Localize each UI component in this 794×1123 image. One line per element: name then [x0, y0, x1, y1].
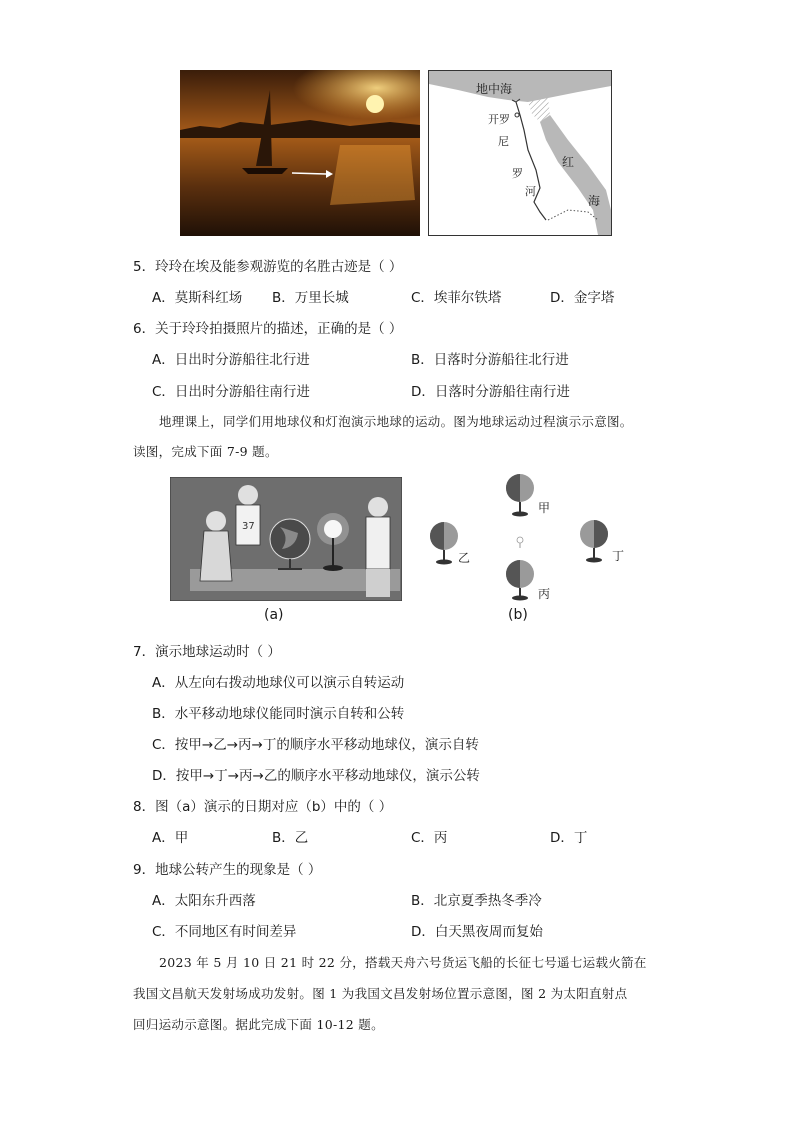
label-nile-3: 河	[525, 185, 536, 198]
q8-option-b: B．乙	[272, 830, 309, 846]
q7-option-d: D．按甲→丁→丙→乙的顺序水平移动地球仪，演示公转	[152, 768, 480, 784]
label-jia: 甲	[538, 501, 551, 515]
question-8-stem: 8．图（a）演示的日期对应（b）中的（ ）	[133, 799, 393, 815]
q9-option-c: C．不同地区有时间差异	[152, 924, 297, 940]
intro-1-line-1: 地理课上，同学们用地球仪和灯泡演示地球的运动。图为地球运动过程演示示意图。	[159, 414, 633, 429]
label-bing: 丙	[538, 587, 551, 601]
q5-option-a: A．莫斯科红场	[152, 290, 243, 306]
intro-1-line-2: 读图，完成下面 7-9 题。	[133, 444, 278, 459]
q6-option-b: B．日落时分游船往北行进	[411, 352, 569, 368]
question-6-stem: 6．关于玲玲拍摄照片的描述，正确的是（ ）	[133, 321, 403, 337]
cairo-dot	[515, 113, 519, 117]
globe-ding-icon	[580, 520, 608, 563]
globe-bing-icon	[506, 560, 534, 601]
q8-option-a: A．甲	[152, 830, 189, 846]
q6-option-d: D．日落时分游船往南行进	[411, 384, 570, 400]
q5-option-b: B．万里长城	[272, 290, 349, 306]
classroom-illustration	[170, 477, 402, 601]
label-ding: 丁	[612, 549, 625, 563]
label-red-sea-1: 红	[562, 155, 575, 169]
label-cairo: 开罗	[488, 113, 510, 126]
caption-b: (b)	[508, 607, 528, 623]
label-red-sea-2: 海	[588, 194, 601, 208]
lamp-center-icon	[517, 537, 523, 548]
q8-option-d: D．丁	[550, 830, 588, 846]
globe-jia-icon	[506, 474, 534, 517]
q5-option-d: D．金字塔	[550, 290, 615, 306]
label-nile-2: 罗	[512, 167, 523, 180]
sunset-photo-graphic	[180, 70, 420, 236]
question-7-stem: 7．演示地球运动时（ ）	[133, 644, 281, 660]
label-nile-1: 尼	[498, 135, 509, 148]
svg-text:37: 37	[242, 521, 255, 532]
question-5-stem: 5．玲玲在埃及能参观游览的名胜古迹是（ ）	[133, 259, 403, 275]
sun-icon	[366, 95, 384, 113]
intro-2-line-1: 2023 年 5 月 10 日 21 时 22 分，搭载天舟六号货运飞船的长征七号遥七运载火箭在	[159, 955, 647, 970]
q6-option-c: C．日出时分游船往南行进	[152, 384, 310, 400]
q6-option-a: A．日出时分游船往北行进	[152, 352, 310, 368]
q7-option-b: B．水平移动地球仪能同时演示自转和公转	[152, 706, 405, 722]
question-9-stem: 9．地球公转产生的现象是（ ）	[133, 862, 322, 878]
classroom-graphic	[170, 477, 402, 601]
q7-option-c: C．按甲→乙→丙→丁的顺序水平移动地球仪，演示自转	[152, 737, 479, 753]
q9-option-d: D．白天黑夜周而复始	[411, 924, 543, 940]
globe-yi-icon	[430, 522, 458, 565]
q5-option-c: C．埃菲尔铁塔	[411, 290, 502, 306]
q8-option-c: C．丙	[411, 830, 448, 846]
globe-positions-diagram	[424, 470, 634, 610]
globe-positions-graphic	[424, 470, 634, 610]
label-yi: 乙	[458, 551, 471, 565]
sunset-photo	[180, 70, 420, 236]
q9-option-b: B．北京夏季热冬季冷	[411, 893, 542, 909]
q9-option-a: A．太阳东升西落	[152, 893, 256, 909]
label-mediterranean: 地中海	[476, 82, 513, 96]
q7-option-a: A．从左向右拨动地球仪可以演示自转运动	[152, 675, 405, 691]
nile-map	[428, 70, 612, 236]
intro-2-line-2: 我国文昌航天发射场成功发射。图 1 为我国文昌发射场位置示意图，图 2 为太阳直射点	[133, 986, 628, 1001]
nile-map-graphic	[428, 70, 612, 236]
intro-2-line-3: 回归运动示意图。据此完成下面 10-12 题。	[133, 1017, 384, 1032]
caption-a: (a)	[264, 607, 284, 623]
